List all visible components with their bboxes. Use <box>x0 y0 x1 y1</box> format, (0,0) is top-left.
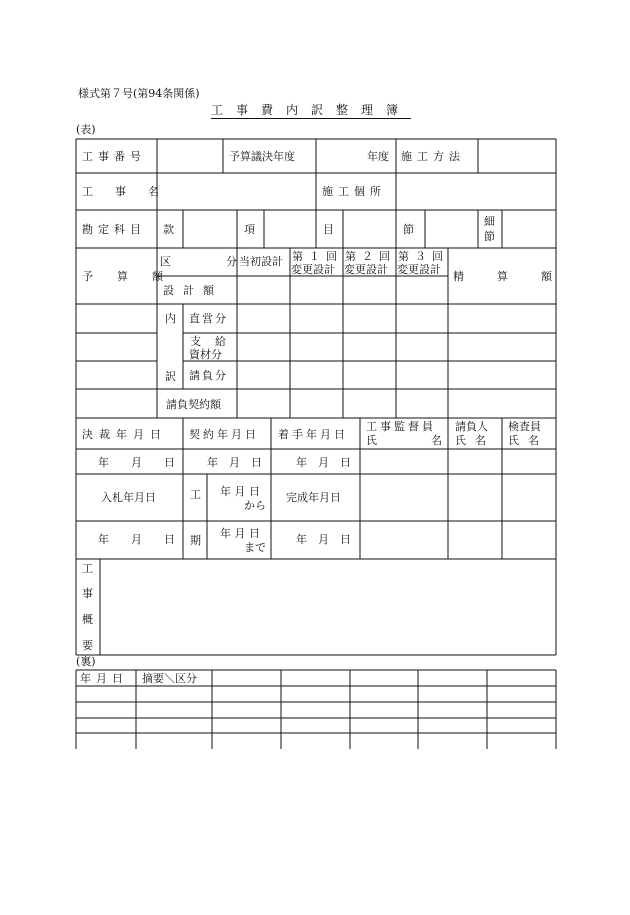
label-wake: 訳 <box>165 370 176 383</box>
label-gaiyo-2: 事 <box>82 587 93 600</box>
label-shikyu-2: 資材分 <box>189 348 222 361</box>
label-kensain-2: 氏名 <box>508 434 548 447</box>
label-ukeoi: 請負分 <box>189 369 228 382</box>
label-ku: 区 <box>160 255 171 268</box>
label-change3-a: 第３回 <box>398 250 449 263</box>
label-chokuei: 直営分 <box>189 312 228 325</box>
label-gaiyo-1: 工 <box>82 562 93 575</box>
label-moku: 目 <box>323 223 334 236</box>
label-saisetsu-2: 節 <box>484 230 495 243</box>
label-change1-b: 変更設計 <box>291 263 335 276</box>
label-ukeoinin-1: 請負人 <box>455 420 488 433</box>
date-keiyaku-value: 年 月 日 <box>207 456 262 469</box>
label-koki-ko: 工 <box>190 488 201 501</box>
label-tosho-sekkei: 当初設計 <box>239 255 283 268</box>
label-kanjo-kamoku: 勘定科目 <box>82 223 146 236</box>
label-kantoku-2b: 名 <box>431 434 442 447</box>
label-saisetsu-1: 細 <box>484 215 495 228</box>
label-seko-hoho: 施工方法 <box>401 150 465 163</box>
back-col-date: 年月日 <box>80 672 128 685</box>
label-bun: 分 <box>226 255 237 268</box>
label-kensain-1: 検査員 <box>508 420 541 433</box>
label-gaiyo-3: 概 <box>82 613 93 626</box>
label-kantoku-2a: 氏 <box>366 434 377 447</box>
date-kansei-value: 年 月 日 <box>296 533 351 546</box>
form-title: 工事費内訳整理簿 <box>211 103 412 117</box>
label-kara: から <box>244 499 266 512</box>
back-label: (裏) <box>76 655 96 668</box>
label-yosan-gaku: 予算額 <box>82 270 187 283</box>
form-number: 様式第７号(第94条関係) <box>78 87 200 100</box>
label-seko-kasho: 施工個所 <box>322 185 386 198</box>
label-kansei: 完成年月日 <box>286 491 341 504</box>
label-yosan-nendo: 予算議決年度 <box>229 150 295 163</box>
date-kessai-value: 年 月 日 <box>98 456 175 469</box>
label-nendo: 年度 <box>367 150 389 163</box>
label-koji-mei: 工事名 <box>82 185 181 198</box>
label-koji-bango: 工事番号 <box>82 150 146 163</box>
label-seisan-gaku: 精算額 <box>453 270 585 283</box>
label-kan: 款 <box>163 223 174 236</box>
label-change3-b: 変更設計 <box>397 263 441 276</box>
label-change2-b: 変更設計 <box>344 263 388 276</box>
label-setsu: 節 <box>403 223 414 236</box>
label-kantoku-1: 工事監督員 <box>366 420 436 433</box>
label-change2-a: 第２回 <box>345 250 396 263</box>
date-kara-value: 年 月 日 <box>220 485 260 498</box>
label-chakushu: 着手年月日 <box>278 428 348 441</box>
label-koki-ki: 期 <box>190 534 201 547</box>
label-nyusatsu: 入札年月日 <box>101 491 156 504</box>
label-ukeoi-keiyaku: 請負契約額 <box>166 398 221 411</box>
label-keiyaku: 契約年月日 <box>189 428 259 441</box>
date-chakushu-value: 年 月 日 <box>296 456 351 469</box>
label-ukeoinin-2: 氏名 <box>455 434 495 447</box>
label-gaiyo-4: 要 <box>82 639 93 652</box>
label-uchi: 内 <box>165 312 176 325</box>
front-label: (表) <box>76 123 96 136</box>
label-sekkei-gaku: 設計額 <box>163 284 223 297</box>
label-ko: 項 <box>244 223 255 236</box>
label-made: まで <box>244 541 266 554</box>
label-shikyu-1: 支給 <box>190 335 240 348</box>
back-col-tekiyo: 摘要＼区分 <box>142 672 197 685</box>
label-change1-a: 第１回 <box>292 250 343 263</box>
date-nyusatsu-value: 年 月 日 <box>98 533 175 546</box>
date-made-value: 年 月 日 <box>220 527 260 540</box>
label-kessai: 決裁年月日 <box>82 428 167 441</box>
